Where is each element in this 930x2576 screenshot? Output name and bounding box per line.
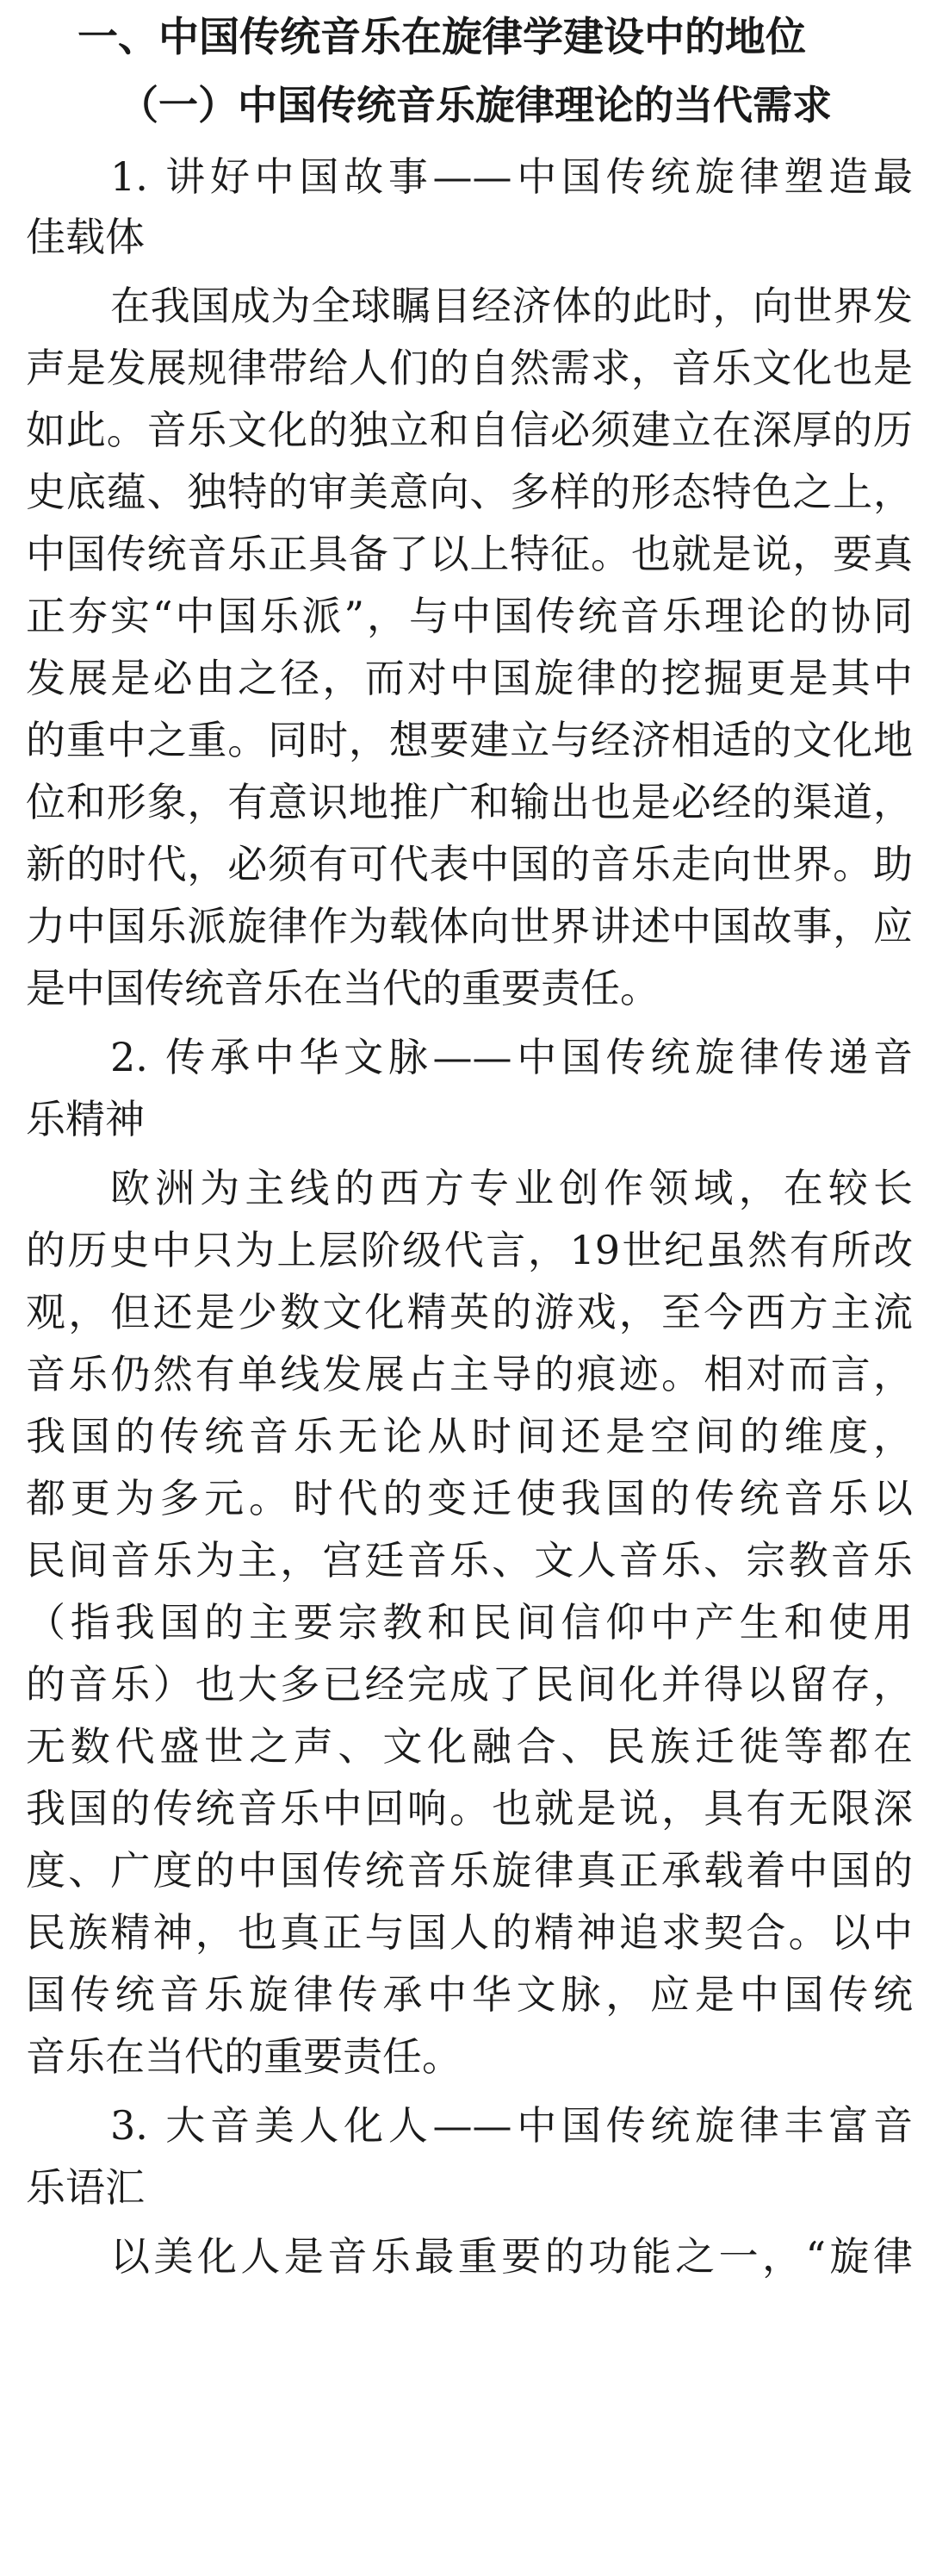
- section-heading: 一、中国传统音乐在旋律学建设中的地位: [78, 14, 806, 61]
- paragraph-1-line: 的重中之重。同时，想要建立与经济相适的文化地: [26, 717, 913, 763]
- paragraph-1-line: 中国传统音乐正具备了以上特征。也就是说，要真: [26, 531, 913, 577]
- paragraph-2-line: （指我国的主要宗教和民间信仰中产生和使用: [26, 1599, 913, 1646]
- paragraph-1-line: 新的时代，必须有可代表中国的音乐走向世界。助: [26, 841, 913, 887]
- paragraph-1-line: 力中国乐派旋律作为载体向世界讲述中国故事，应: [26, 903, 913, 949]
- paragraph-1-line: 是中国传统音乐在当代的重要责任。: [26, 965, 660, 1011]
- paragraph-1-line: 在我国成为全球瞩目经济体的此时，向世界发: [110, 283, 913, 329]
- paragraph-1-line: 发展是必由之径，而对中国旋律的挖掘更是其中: [26, 655, 913, 701]
- paragraph-2-line: 欧洲为主线的西方专业创作领域，在较长: [110, 1165, 913, 1211]
- paragraph-2-line: 我国的传统音乐无论从时间还是空间的维度，: [26, 1413, 913, 1459]
- paragraph-1-line: 声是发展规律带给人们的自然需求，音乐文化也是: [26, 345, 913, 391]
- paragraph-2-line: 国传统音乐旋律传承中华文脉，应是中国传统: [26, 1971, 913, 2018]
- item-heading-2: 2. 传承中华文脉——中国传统旋律传递音: [110, 1034, 913, 1080]
- item-heading-3-cont: 乐语汇: [26, 2164, 145, 2211]
- paragraph-1-line: 如此。音乐文化的独立和自信必须建立在深厚的历: [26, 407, 913, 453]
- paragraph-2-line: 民族精神，也真正与国人的精神追求契合。以中: [26, 1909, 913, 1956]
- item-heading-2-cont: 乐精神: [26, 1096, 145, 1142]
- paragraph-2-line: 我国的传统音乐中回响。也就是说，具有无限深: [26, 1785, 913, 1832]
- paragraph-2-line: 都更为多元。时代的变迁使我国的传统音乐以: [26, 1475, 913, 1521]
- paragraph-3-line: 以美化人是音乐最重要的功能之一，“旋律: [110, 2233, 913, 2280]
- paragraph-2-line: 的历史中只为上层阶级代言，19世纪虽然有所改: [26, 1227, 913, 1273]
- paragraph-2-line: 音乐仍然有单线发展占主导的痕迹。相对而言，: [26, 1351, 913, 1397]
- paragraph-1-line: 正夯实“中国乐派”，与中国传统音乐理论的协同: [26, 593, 913, 639]
- paragraph-2-line: 民间音乐为主，宫廷音乐、文人音乐、宗教音乐: [26, 1537, 913, 1584]
- paragraph-1-line: 史底蕴、独特的审美意向、多样的形态特色之上，: [26, 469, 913, 515]
- paragraph-2-line: 观，但还是少数文化精英的游戏，至今西方主流: [26, 1289, 913, 1335]
- paragraph-2-line: 无数代盛世之声、文化融合、民族迁徙等都在: [26, 1723, 913, 1770]
- item-heading-1: 1. 讲好中国故事——中国传统旋律塑造最: [110, 153, 913, 200]
- subsection-heading: （一）中国传统音乐旋律理论的当代需求: [119, 82, 832, 128]
- paragraph-1-line: 位和形象，有意识地推广和输出也是必经的渠道，: [26, 779, 913, 825]
- paragraph-2-line: 度、广度的中国传统音乐旋律真正承载着中国的: [26, 1847, 913, 1894]
- item-heading-1-cont: 佳载体: [26, 214, 145, 260]
- paragraph-2-line: 的音乐）也大多已经完成了民间化并得以留存，: [26, 1661, 913, 1708]
- item-heading-3: 3. 大音美人化人——中国传统旋律丰富音: [110, 2102, 913, 2149]
- paragraph-2-line: 音乐在当代的重要责任。: [26, 2033, 462, 2080]
